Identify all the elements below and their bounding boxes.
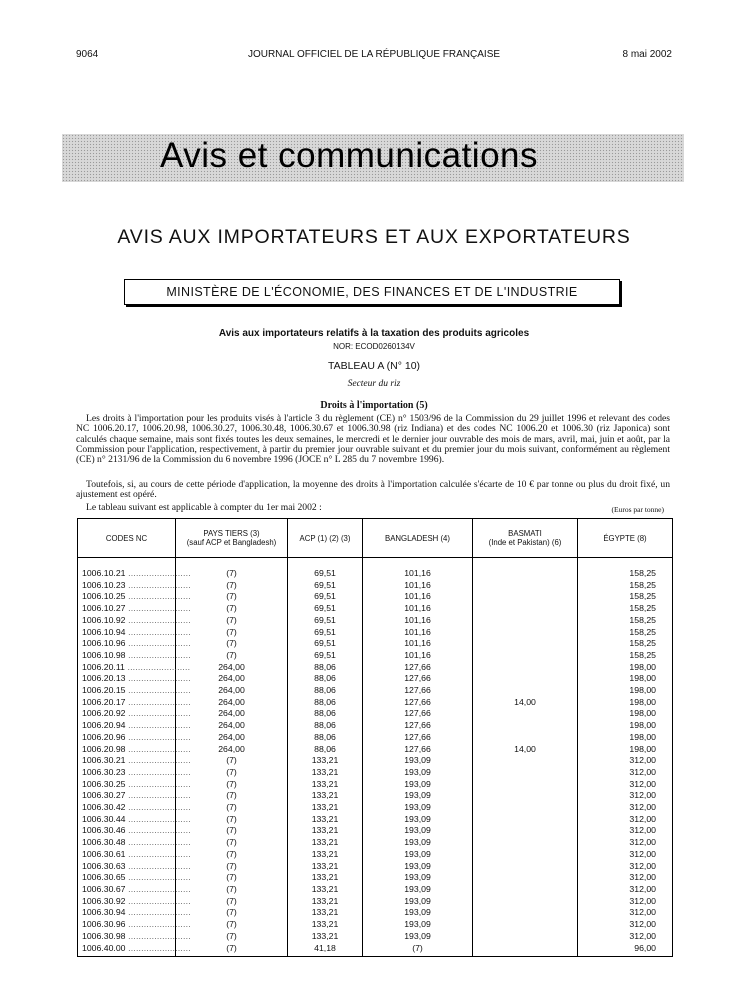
cell-code: 1006.30.42 ........................ [78,802,176,814]
table-row [78,802,673,814]
cell-pays-tiers: 264,00 [176,732,288,744]
table-row [78,767,673,779]
cell-basmati [473,650,578,662]
cell-basmati [473,732,578,744]
cell-egypte: 158,25 [578,638,673,650]
cell-acp: 88,06 [288,662,363,674]
cell-pays-tiers: (7) [176,931,288,943]
cell-egypte: 158,25 [578,591,673,603]
cell-egypte: 312,00 [578,825,673,837]
cell-code: 1006.20.98 ........................ [78,744,176,756]
cell-bangladesh: (7) [363,943,473,957]
issue-date: 8 mai 2002 [622,49,672,60]
cell-bangladesh: 127,66 [363,708,473,720]
dot-leader: ........................ [125,942,191,953]
cell-basmati [473,615,578,627]
cell-acp: 88,06 [288,708,363,720]
cell-pays-tiers: (7) [176,896,288,908]
dot-leader: ........................ [125,848,191,859]
cell-acp: 133,21 [288,790,363,802]
cell-basmati [473,755,578,767]
cell-basmati [473,814,578,826]
cell-pays-tiers: (7) [176,837,288,849]
cell-egypte: 312,00 [578,907,673,919]
cell-egypte: 312,00 [578,814,673,826]
dot-leader: ........................ [125,895,191,906]
cell-bangladesh: 193,09 [363,931,473,943]
cell-acp: 88,06 [288,744,363,756]
cell-code: 1006.30.65 ........................ [78,872,176,884]
cell-acp: 69,51 [288,568,363,580]
cell-egypte: 312,00 [578,861,673,873]
cell-bangladesh: 101,16 [363,591,473,603]
table-row [78,849,673,861]
cell-code: 1006.10.98 ........................ [78,650,176,662]
cell-egypte: 158,25 [578,650,673,662]
cell-code: 1006.30.46 ........................ [78,825,176,837]
cell-bangladesh: 193,09 [363,790,473,802]
section-title: AVIS AUX IMPORTATEURS ET AUX EXPORTATEURS [117,226,631,248]
cell-basmati [473,931,578,943]
cell-acp: 133,21 [288,931,363,943]
table-row [78,884,673,896]
cell-bangladesh: 193,09 [363,779,473,791]
table-row [78,603,673,615]
cell-code: 1006.20.92 ........................ [78,708,176,720]
cell-code: 1006.30.27 ........................ [78,790,176,802]
cell-basmati [473,603,578,615]
dot-leader: ........................ [125,696,191,707]
dot-leader: ........................ [125,638,191,649]
dot-leader: ........................ [125,603,191,614]
cell-basmati [473,907,578,919]
cell-bangladesh: 193,09 [363,861,473,873]
dot-leader: ........................ [125,802,191,813]
cell-basmati [473,568,578,580]
col-header-codes: CODES NC [78,519,176,558]
cell-acp: 88,06 [288,720,363,732]
table-row [78,825,673,837]
cell-code: 1006.30.25 ........................ [78,779,176,791]
table-row [78,907,673,919]
cell-code: 1006.30.23 ........................ [78,767,176,779]
cell-code: 1006.20.17 ........................ [78,697,176,709]
col-header-egypte: ÉGYPTE (8) [578,519,673,558]
cell-code: 1006.10.94 ........................ [78,627,176,639]
cell-basmati [473,673,578,685]
table-row [78,615,673,627]
cell-acp: 69,51 [288,627,363,639]
cell-basmati [473,662,578,674]
cell-code: 1006.10.25 ........................ [78,591,176,603]
cell-acp: 133,21 [288,814,363,826]
cell-pays-tiers: 264,00 [176,708,288,720]
cell-bangladesh: 127,66 [363,673,473,685]
cell-bangladesh: 127,66 [363,697,473,709]
cell-pays-tiers: (7) [176,603,288,615]
cell-code: 1006.10.92 ........................ [78,615,176,627]
cell-code: 1006.10.23 ........................ [78,580,176,592]
dot-leader: ........................ [124,661,191,672]
cell-bangladesh: 127,66 [363,720,473,732]
cell-code: 1006.30.92 ........................ [78,896,176,908]
cell-pays-tiers: (7) [176,755,288,767]
cell-code: 1006.30.63 ........................ [78,861,176,873]
cell-acp: 133,21 [288,884,363,896]
table-row [78,662,673,674]
table-row [78,638,673,650]
table-row [78,872,673,884]
cell-egypte: 312,00 [578,767,673,779]
table-row [78,685,673,697]
cell-pays-tiers: (7) [176,861,288,873]
unit-note: (Euros par tonne) [611,505,664,514]
dot-leader: ........................ [125,872,191,883]
table-row [78,708,673,720]
table-row [78,837,673,849]
dot-leader: ........................ [125,825,191,836]
cell-pays-tiers: (7) [176,650,288,662]
cell-acp: 88,06 [288,685,363,697]
col-header-basmati-line1: BASMATI [508,529,542,538]
cell-basmati [473,849,578,861]
cell-bangladesh: 193,09 [363,767,473,779]
duties-table [77,518,673,957]
cell-acp: 133,21 [288,872,363,884]
table-row [78,790,673,802]
cell-egypte: 198,00 [578,708,673,720]
cell-pays-tiers: 264,00 [176,673,288,685]
cell-egypte: 312,00 [578,837,673,849]
cell-bangladesh: 193,09 [363,825,473,837]
cell-pays-tiers: (7) [176,802,288,814]
notice-title: Avis aux importateurs relatifs à la taxation des produits agricoles [218,328,530,339]
cell-bangladesh: 193,09 [363,755,473,767]
cell-pays-tiers: (7) [176,615,288,627]
cell-bangladesh: 193,09 [363,884,473,896]
cell-basmati [473,638,578,650]
nor-reference: NOR: ECOD0260134V [333,342,415,351]
dot-leader: ........................ [125,778,191,789]
cell-pays-tiers: (7) [176,627,288,639]
cell-basmati [473,837,578,849]
cell-egypte: 312,00 [578,884,673,896]
cell-basmati [473,884,578,896]
table-row [78,650,673,662]
cell-basmati [473,767,578,779]
cell-bangladesh: 193,09 [363,814,473,826]
table-row [78,568,673,580]
cell-pays-tiers: 264,00 [176,744,288,756]
col-header-pays-tiers-line1: PAYS TIERS (3) [203,529,260,538]
cell-basmati [473,896,578,908]
dot-leader: ........................ [125,813,191,824]
cell-code: 1006.30.44 ........................ [78,814,176,826]
table-row [78,919,673,931]
cell-acp: 69,51 [288,650,363,662]
cell-code: 1006.30.61 ........................ [78,849,176,861]
cell-egypte: 158,25 [578,580,673,592]
cell-code: 1006.20.11 ........................ [78,662,176,674]
cell-bangladesh: 101,16 [363,615,473,627]
col-header-acp: ACP (1) (2) (3) [288,519,363,558]
cell-acp: 133,21 [288,837,363,849]
cell-pays-tiers: (7) [176,568,288,580]
cell-pays-tiers: (7) [176,849,288,861]
cell-bangladesh: 101,16 [363,568,473,580]
table-row [78,673,673,685]
dot-leader: ........................ [125,883,191,894]
cell-egypte: 312,00 [578,802,673,814]
cell-acp: 69,51 [288,603,363,615]
running-header [76,49,672,63]
cell-pays-tiers: (7) [176,591,288,603]
cell-code: 1006.30.96 ........................ [78,919,176,931]
cell-pays-tiers: (7) [176,767,288,779]
cell-pays-tiers: (7) [176,779,288,791]
cell-acp: 133,21 [288,755,363,767]
cell-egypte: 312,00 [578,872,673,884]
cell-basmati [473,943,578,957]
dot-leader: ........................ [125,755,191,766]
table-row [78,931,673,943]
cell-basmati [473,580,578,592]
cell-code: 1006.20.96 ........................ [78,732,176,744]
table-row [78,755,673,767]
cell-bangladesh: 193,09 [363,849,473,861]
cell-acp: 69,51 [288,580,363,592]
cell-basmati [473,790,578,802]
cell-acp: 133,21 [288,861,363,873]
cell-egypte: 198,00 [578,720,673,732]
cell-egypte: 312,00 [578,849,673,861]
dot-leader: ........................ [125,673,191,684]
cell-code: 1006.10.96 ........................ [78,638,176,650]
cell-code: 1006.20.13 ........................ [78,673,176,685]
dot-leader: ........................ [125,860,191,871]
dot-leader: ........................ [125,685,191,696]
cell-acp: 133,21 [288,896,363,908]
cell-bangladesh: 101,16 [363,603,473,615]
col-header-pays-tiers [176,519,288,558]
cell-pays-tiers: (7) [176,884,288,896]
cell-acp: 69,51 [288,638,363,650]
dot-leader: ........................ [125,907,191,918]
cell-egypte: 96,00 [578,943,673,957]
droits-heading: Droits à l'importation (5) [320,400,428,411]
page-number: 9064 [76,49,99,60]
cell-basmati: 14,00 [473,744,578,756]
cell-acp: 88,06 [288,697,363,709]
cell-bangladesh: 193,09 [363,907,473,919]
cell-bangladesh: 193,09 [363,872,473,884]
cell-code: 1006.30.98 ........................ [78,931,176,943]
cell-pays-tiers: (7) [176,872,288,884]
cell-egypte: 312,00 [578,755,673,767]
cell-basmati [473,825,578,837]
table-row [78,580,673,592]
cell-egypte: 312,00 [578,896,673,908]
dot-leader: ........................ [125,568,191,578]
paragraph-effective: Le tableau suivant est applicable à compter du 1er mai 2002 : [86,502,322,513]
cell-acp: 69,51 [288,615,363,627]
table-row [78,720,673,732]
journal-title: JOURNAL OFFICIEL DE LA RÉPUBLIQUE FRANÇAISE [247,49,501,60]
cell-bangladesh: 127,66 [363,662,473,674]
cell-pays-tiers: (7) [176,814,288,826]
cell-bangladesh: 101,16 [363,650,473,662]
section-banner [62,134,684,182]
cell-pays-tiers: (7) [176,638,288,650]
cell-code: 1006.40.00 ........................ [78,943,176,957]
col-header-bangladesh: BANGLADESH (4) [363,519,473,558]
cell-pays-tiers: (7) [176,825,288,837]
cell-acp: 133,21 [288,849,363,861]
cell-basmati [473,720,578,732]
cell-code: 1006.30.21 ........................ [78,755,176,767]
col-header-pays-tiers-line2: (sauf ACP et Bangladesh) [186,538,277,547]
cell-code: 1006.20.94 ........................ [78,720,176,732]
cell-code: 1006.30.48 ........................ [78,837,176,849]
cell-basmati [473,685,578,697]
cell-egypte: 198,00 [578,673,673,685]
cell-pays-tiers: 264,00 [176,685,288,697]
cell-egypte: 198,00 [578,662,673,674]
cell-acp: 133,21 [288,825,363,837]
col-header-basmati-line2: (Inde et Pakistan) (6) [488,538,562,547]
cell-bangladesh: 193,09 [363,896,473,908]
table-row [78,943,673,957]
dot-leader: ........................ [125,743,191,754]
cell-basmati [473,802,578,814]
cell-egypte: 198,00 [578,732,673,744]
cell-bangladesh: 101,16 [363,580,473,592]
cell-basmati [473,708,578,720]
table-row [78,779,673,791]
cell-acp: 69,51 [288,591,363,603]
dot-leader: ........................ [125,720,191,731]
dot-leader: ........................ [125,930,191,941]
cell-bangladesh: 127,66 [363,744,473,756]
cell-acp: 133,21 [288,919,363,931]
cell-pays-tiers: (7) [176,943,288,957]
cell-bangladesh: 193,09 [363,919,473,931]
dot-leader: ........................ [125,790,191,801]
cell-code: 1006.10.27 ........................ [78,603,176,615]
cell-egypte: 312,00 [578,779,673,791]
cell-code: 1006.10.21 ........................ [78,568,176,580]
cell-egypte: 158,25 [578,627,673,639]
table-row [78,896,673,908]
dot-leader: ........................ [125,708,191,719]
cell-egypte: 158,25 [578,615,673,627]
cell-basmati: 14,00 [473,697,578,709]
cell-pays-tiers: 264,00 [176,697,288,709]
cell-egypte: 158,25 [578,568,673,580]
table-spacer-row [78,558,673,569]
table-row [78,697,673,709]
cell-pays-tiers: (7) [176,919,288,931]
cell-acp: 133,21 [288,779,363,791]
dot-leader: ........................ [125,649,191,660]
dot-leader: ........................ [125,626,191,637]
cell-acp: 88,06 [288,673,363,685]
cell-basmati [473,872,578,884]
cell-pays-tiers: (7) [176,580,288,592]
cell-pays-tiers: (7) [176,790,288,802]
paragraph-rules: Les droits à l'importation pour les produits visés à l'article 3 du règlement (CE) n° 1503/96 de la Commission du 29 juillet 1996 et relevant des codes NC 1006.20.17, 1006.20.98, 1006.30.27, 1006.30.48, 1006.30.67 et 1006.30.98 (riz Indiana) et des codes NC 1006.20 et 1006.30 (riz Japonica) sont calculés chaque semaine, mais sont fixés toutes les deux semaines, le mercredi et le dernier jour ouvrable des mois de mars, avril, mai, juin et août, par la Commission pour l'application, respectivement, à partir du premier jour ouvrable suivant et du premier jour du mois suivant, conformément au règlement (CE) n° 2131/96 de la Commission du 6 novembre 1996 (JOCE n° L 285 du 7 novembre 1996). [76,413,670,466]
dot-leader: ........................ [125,919,191,930]
tableau-label: TABLEAU A (N° 10) [327,360,421,372]
cell-code: 1006.30.67 ........................ [78,884,176,896]
table-row [78,591,673,603]
cell-code: 1006.20.15 ........................ [78,685,176,697]
cell-egypte: 198,00 [578,697,673,709]
cell-pays-tiers: (7) [176,907,288,919]
table-row [78,814,673,826]
cell-pays-tiers: 264,00 [176,720,288,732]
cell-bangladesh: 193,09 [363,837,473,849]
cell-bangladesh: 127,66 [363,685,473,697]
cell-basmati [473,627,578,639]
cell-bangladesh: 101,16 [363,638,473,650]
cell-acp: 41,18 [288,943,363,957]
dot-leader: ........................ [125,614,191,625]
table-header-row [78,519,673,558]
cell-egypte: 198,00 [578,744,673,756]
ministry-box: MINISTÈRE DE L'ÉCONOMIE, DES FINANCES ET DE L'INDUSTRIE [124,279,620,305]
cell-egypte: 312,00 [578,790,673,802]
cell-acp: 133,21 [288,767,363,779]
dot-leader: ........................ [125,766,191,777]
table-row [78,744,673,756]
table-row [78,732,673,744]
cell-egypte: 312,00 [578,919,673,931]
cell-acp: 88,06 [288,732,363,744]
col-header-basmati [473,519,578,558]
cell-basmati [473,591,578,603]
dot-leader: ........................ [125,579,191,590]
cell-basmati [473,919,578,931]
cell-basmati [473,861,578,873]
cell-acp: 133,21 [288,907,363,919]
cell-bangladesh: 127,66 [363,732,473,744]
cell-code: 1006.30.94 ........................ [78,907,176,919]
cell-egypte: 312,00 [578,931,673,943]
cell-pays-tiers: 264,00 [176,662,288,674]
dot-leader: ........................ [125,837,191,848]
cell-bangladesh: 101,16 [363,627,473,639]
cell-bangladesh: 193,09 [363,802,473,814]
dot-leader: ........................ [125,731,191,742]
cell-egypte: 198,00 [578,685,673,697]
cell-basmati [473,779,578,791]
banner-title: Avis et communications [160,136,539,175]
sector-label: Secteur du riz [347,379,401,389]
paragraph-adjustment: Toutefois, si, au cours de cette période d'application, la moyenne des droits à l'importation calculée s'écarte de 10 € par tonne ou plus du droit fixé, un ajustement est opéré. [76,479,670,501]
cell-acp: 133,21 [288,802,363,814]
cell-egypte: 158,25 [578,603,673,615]
table-row [78,627,673,639]
dot-leader: ........................ [125,591,191,602]
table-row [78,861,673,873]
